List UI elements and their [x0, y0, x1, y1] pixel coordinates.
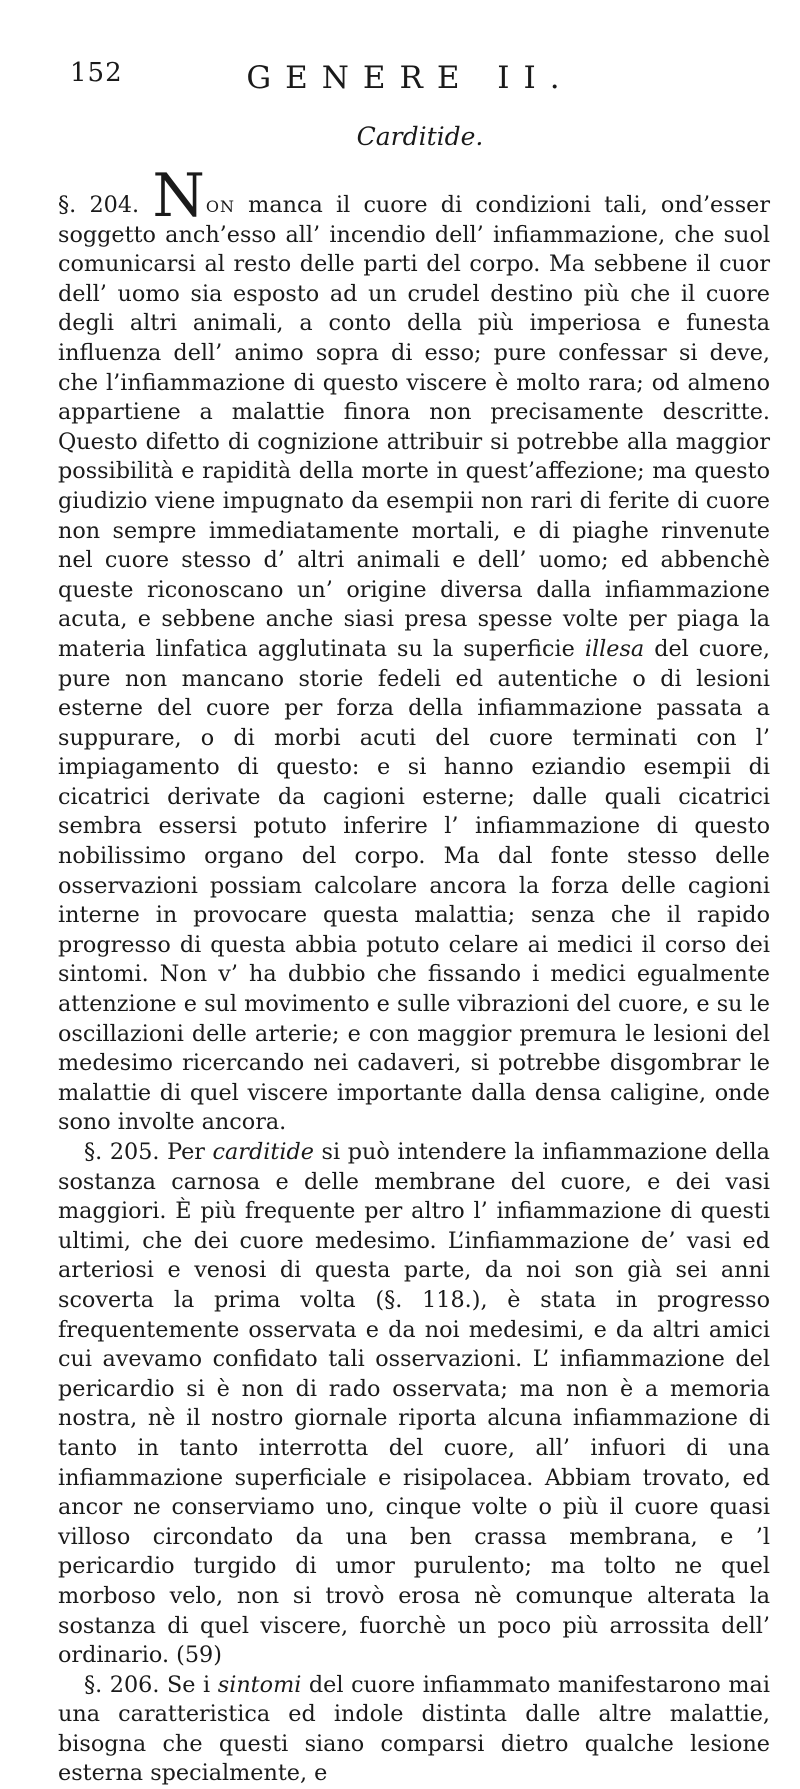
paragraph-206 [58, 1671, 770, 1789]
section-title: Carditide. [356, 122, 484, 151]
paragraph-text: si può intendere la infiammazione della sostanza carnosa e delle membrane del cuore, e dei vasi maggiori. È più frequente per altro l’ infiammazione di questi ultimi, che dei cuore medesimo. L’infiammazione de’ vasi ed arteriosi e venosi di questa parte, da noi son già sei anni scoverta la prima volta (§. 118.), è stata in progresso frequentemente osservata e da noi medesimi, e da altri amici cui avevamo confidato tali osservazioni. L’ infiammazione del pericardio si è non di rado osservata; ma non è a memoria nostra, nè il nostro giornale riporta alcuna infiammazione di tanto in tanto interrotta del cuore, all’ infuori di una infiammazione superficiale e risipolacea. Abbiam trovato, ed ancor ne conserviamo uno, cinque volte o più il cuore quasi villoso circondato da una ben crassa membrana, e ’l pericardio turgido di umor purulento; ma tolto ne quel morboso velo, non si trovò erosa nè comunque alterata la sostanza di quel viscere, fuorchè un poco più arrossita dell’ ordinario. (59) [58, 1139, 770, 1669]
paragraph-text: del cuore, pure non mancano storie fedeli ed autentiche o di lesioni esterne del cuore per forza della infiammazione passata a suppurare, o di morbi acuti del cuore terminati con l’ impiagamento di questo: e si hanno eziandio esempii di cicatrici derivate da cagioni esterne; dalle quali cicatrici sembra essersi potuto inferire l’ infiammazione di questo nobilissimo organo del corpo. Ma dal fonte stesso delle osservazioni possiam calcolare ancora la forza delle cagioni interne in provocare questa malattia; senza che il rapido progresso di questa abbia potuto celare ai medici il corso dei sintomi. Non v’ ha dubbio che fissando i medici egualmente attenzione e sul movimento e sulle vibrazioni del cuore, e su le oscillazioni delle arterie; e con maggior premura le lesioni del medesimo ricercando nei cadaveri, si potrebbe disgombrar le malattie di quel viscere importante dalla densa caligine, onde sono involte ancora. [58, 635, 770, 1136]
page-number: 152 [70, 58, 123, 88]
paragraph-text: Se i [167, 1671, 211, 1698]
paragraph-205 [58, 1138, 770, 1671]
paragraph-204 [58, 161, 770, 1138]
lead-word: on [205, 192, 235, 218]
section-number: §. 206. [84, 1671, 160, 1698]
italic-term: sintomi [217, 1671, 302, 1698]
section-number: §. 204. [58, 192, 140, 218]
paragraph-text: manca il cuore di condizioni tali, ond’esser soggetto anch’esso all’ incendio dell’ infiammazione, che suol comunicarsi al resto delle parti del corpo. Ma sebbene il cuor dell’ uomo sia esposto ad un crudel destino più che il cuore degli altri animali, a conto della più imperiosa e funesta influenza dell’ animo sopra di esso; pure confessar si deve, che l’infiammazione di questo viscere è molto rara; od almeno appartiene a malattie finora non precisamente descritte. Questo difetto di cognizione attribuir si potrebbe alla maggior possibilità e rapidità della morte in quest’affezione; ma questo giudizio viene impugnato da esempii non rari di ferite di cuore non sempre immediatamente mortali, e di piaghe rinvenute nel cuore stesso d’ altri animali e dell’ uomo; ed abbenchè queste riconoscano un’ origine diversa dalla infiammazione acuta, e sebbene anche siasi presa spesse volte per piaga la materia linfatica agglutinata su la superficie [58, 192, 770, 662]
drop-cap: N [152, 161, 205, 231]
paragraph-text: del cuore infiammato manifestarono mai una caratteristica ed indole distinta dalle altre malattie, bisogna che questi siano comparsi dietro qualche lesione esterna specialmente, e [58, 1671, 770, 1787]
italic-term: illesa [584, 635, 645, 662]
section-number: §. 205. [84, 1139, 160, 1165]
italic-term: carditide [212, 1139, 314, 1165]
body-text [58, 161, 770, 1789]
running-head: GENERE II. [246, 60, 574, 96]
paragraph-text: Per [167, 1139, 205, 1165]
